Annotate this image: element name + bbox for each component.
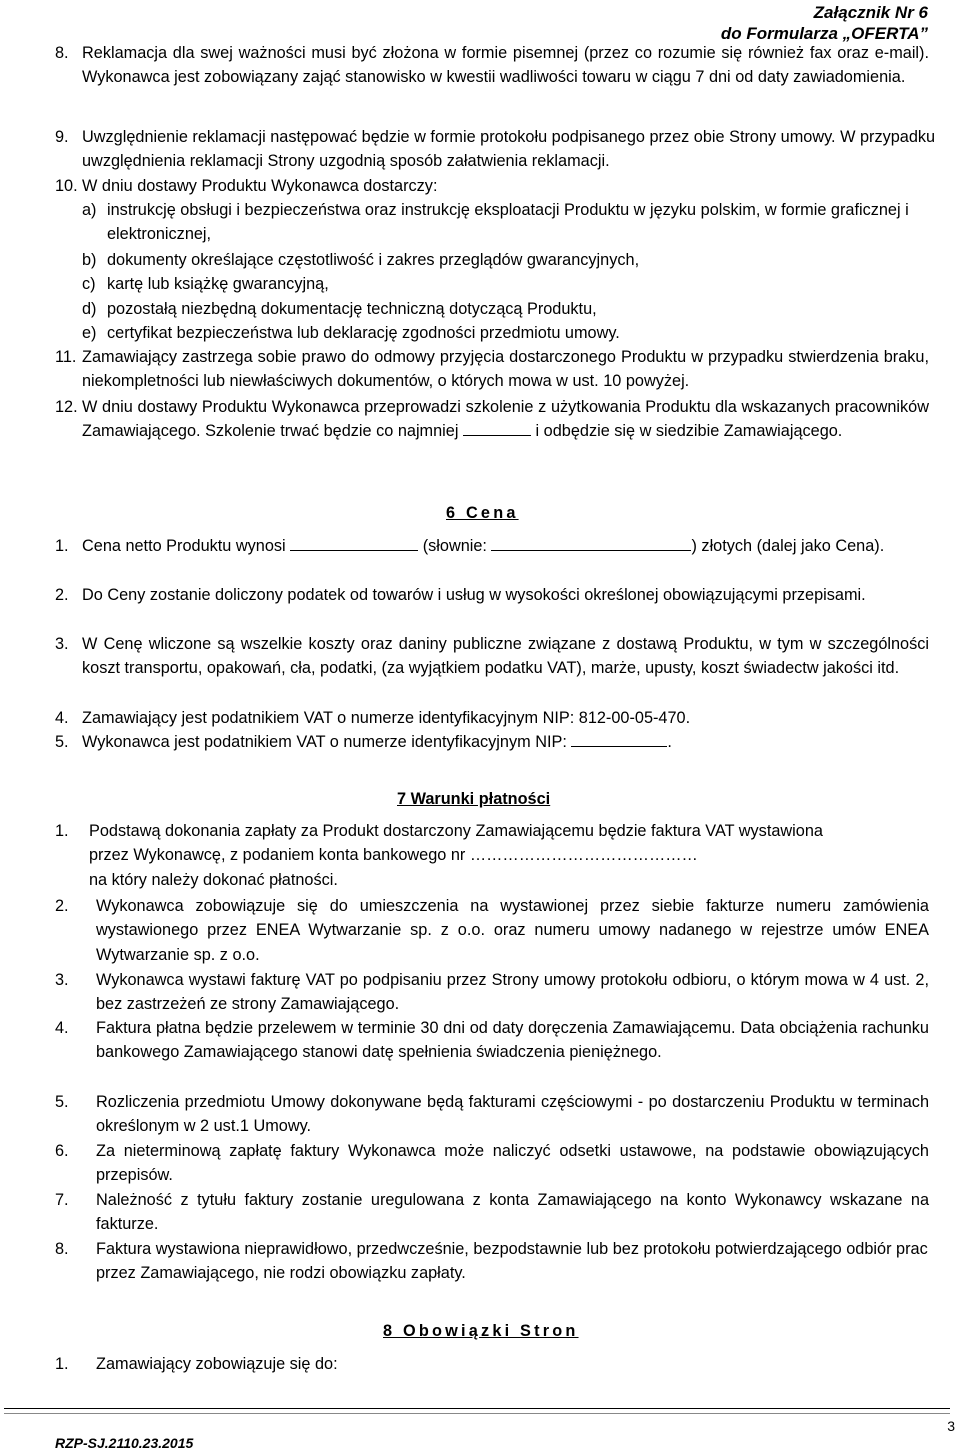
item-text: Należność z tytułu faktury zostanie uregulowana z konta Zamawiającego na konto Wykonawcy wskazane na fakturze.	[96, 1191, 929, 1234]
item-text-line: Podstawą dokonania zapłaty za Produkt dostarczony Zamawiającemu będzie faktura VAT wystawiona	[89, 822, 823, 840]
list-item	[55, 41, 929, 90]
sub-item-letter: d)	[82, 300, 97, 318]
list-item	[55, 125, 945, 174]
list-item	[55, 894, 929, 967]
list-item	[55, 730, 929, 754]
item-text-part: .	[667, 733, 672, 751]
sub-list-item	[82, 198, 932, 247]
page-number: 3	[947, 1418, 955, 1434]
list-item	[55, 583, 929, 607]
item-number: 8.	[55, 44, 69, 62]
section-heading: 7 Warunki płatności	[397, 790, 551, 808]
sub-item-text: certyfikat bezpieczeństwa lub deklarację zgodności przedmiotu umowy.	[107, 324, 620, 342]
item-text	[82, 534, 929, 558]
item-number: 3.	[55, 971, 69, 989]
sub-item-letter: e)	[82, 324, 97, 342]
list-item	[55, 395, 929, 444]
item-text-part: Cena netto Produktu wynosi	[82, 537, 286, 555]
list-item	[55, 174, 929, 198]
sub-item-text: pozostałą niezbędną dokumentację techniczną dotyczącą Produktu,	[107, 300, 597, 318]
list-item	[55, 1188, 929, 1237]
list-item	[55, 1090, 929, 1139]
item-number: 1.	[55, 1355, 69, 1373]
sub-item-letter: a)	[82, 201, 97, 219]
list-item	[55, 1139, 929, 1188]
item-text: W dniu dostawy Produktu Wykonawca dostarczy:	[82, 177, 438, 195]
list-item	[55, 534, 929, 558]
list-item	[55, 632, 929, 681]
item-text: Reklamacja dla swej ważności musi być złożona w formie pisemnej (przez co rozumie się również fax oraz e-mail). Wykonawca jest zobowiązany zająć stanowisko w kwestii wadliwości towaru w ciągu 7 dni od daty zawiadomienia.	[82, 44, 929, 87]
item-text: Faktura wystawiona nieprawidłowo, przedwcześnie, bezpodstawnie lub bez protokołu potwierdzającego odbiór prac przez Zamawiającego, nie rodzi obowiązku zapłaty.	[96, 1240, 928, 1283]
sub-list-item	[82, 248, 932, 272]
sub-list-item	[82, 272, 932, 296]
list-item	[55, 1016, 929, 1065]
item-text-part: Wykonawca jest podatnikiem VAT o numerze identyfikacyjnym NIP:	[82, 733, 567, 751]
item-number: 2.	[55, 586, 69, 604]
item-number: 6.	[55, 1142, 69, 1160]
item-text	[82, 395, 929, 444]
item-number: 3.	[55, 635, 69, 653]
item-number: 5.	[55, 1093, 69, 1111]
blank-field	[290, 534, 418, 551]
list-item	[55, 345, 929, 394]
item-number: 2.	[55, 897, 69, 915]
item-number: 10.	[55, 177, 78, 195]
item-text-line: na który należy dokonać płatności.	[89, 870, 338, 889]
item-number: 5.	[55, 733, 69, 751]
list-item	[55, 819, 929, 892]
sub-list-item	[82, 297, 932, 321]
section-heading: 6 Cena	[446, 504, 519, 522]
item-text-part: ) złotych (dalej jako Cena).	[691, 537, 885, 555]
item-number: 4.	[55, 1019, 69, 1037]
footer-divider	[4, 1408, 950, 1409]
item-text-part: (słownie:	[422, 537, 487, 555]
item-text: Uwzględnienie reklamacji następować będzie w formie protokołu podpisanego przez obie Strony umowy. W przypadku uwzględnienia reklamacji Strony uzgodnią sposób załatwienia reklamacji.	[82, 128, 936, 171]
item-text: Rozliczenia przedmiotu Umowy dokonywane będą fakturami częściowymi - po dostarczeniu Produktu w terminach określonym w 2 ust.1 Umowy.	[96, 1093, 929, 1136]
item-text-part: W dniu dostawy Produktu Wykonawca przeprowadzi szkolenie z użytkowania Produktu dla wskazanych pracowników Zamawiającego. Szkolenie trwać będzie co najmniej	[82, 398, 929, 441]
item-number: 4.	[55, 709, 69, 727]
item-text: Zamawiający zobowiązuje się do:	[96, 1355, 338, 1373]
sub-item-letter: c)	[82, 275, 96, 293]
item-number: 11.	[55, 348, 77, 366]
blank-field	[463, 419, 531, 436]
attachment-subtitle: do Formularza „OFERTA”	[720, 24, 928, 43]
list-item	[55, 1352, 929, 1376]
item-text: Wykonawca wystawi fakturę VAT po podpisaniu przez Strony umowy protokołu odbioru, o którym mowa w 4 ust. 2, bez zastrzeżeń ze strony Zamawiającego.	[96, 971, 929, 1014]
item-number: 8.	[55, 1240, 69, 1258]
item-text: Wykonawca zobowiązuje się do umieszczenia na wystawionej przez siebie fakturze numeru zamówienia wystawionego przez ENEA Wytwarzanie sp. z o.o. oraz numeru umowy nadanego w rejestrze umów ENEA Wytwarzanie sp. z o.o.	[96, 897, 929, 964]
item-number: 9.	[55, 128, 69, 146]
list-item	[55, 968, 929, 1017]
item-text: Do Ceny zostanie doliczony podatek od towarów i usług w wysokości określonej obowiązującymi przepisami.	[82, 586, 866, 604]
item-text: Zamawiający zastrzega sobie prawo do odmowy przyjęcia dostarczonego Produktu w przypadku stwierdzenia braku, niekompletności lub niewłaściwych dokumentów, o których mowa w ust. 10 powyżej.	[82, 348, 929, 391]
item-text	[82, 730, 929, 754]
item-text: Zamawiający jest podatnikiem VAT o numerze identyfikacyjnym NIP: 812-00-05-470.	[82, 709, 691, 727]
blank-field	[571, 730, 667, 747]
attachment-title: Załącznik Nr 6	[813, 3, 928, 22]
footer-divider	[4, 1413, 950, 1414]
item-text: W Cenę wliczone są wszelkie koszty oraz daniny publiczne związane z dostawą Produktu, w tym w szczególności koszt transportu, opakowań, cła, podatki, (za wyjątkiem podatku VAT), marże, upusty, koszt świadectw jakości itd.	[82, 635, 929, 678]
item-text-part: i odbędzie się w siedzibie Zamawiającego.	[535, 422, 843, 441]
sub-list-item	[82, 321, 932, 345]
section-heading: 8 Obowiązki Stron	[383, 1322, 579, 1340]
item-number: 1.	[55, 537, 69, 555]
item-number: 7.	[55, 1191, 69, 1209]
item-text: Faktura płatna będzie przelewem w terminie 30 dni od daty doręczenia Zamawiającemu. Data obciążenia rachunku bankowego Zamawiającego stanowi datę spełnienia świadczenia pieniężnego.	[96, 1019, 929, 1062]
item-text: Za nieterminową zapłatę faktury Wykonawca może naliczyć odsetki ustawowe, na podstawie obowiązujących przepisów.	[96, 1142, 929, 1185]
item-text-line: przez Wykonawcę, z podaniem konta bankowego nr ……………………………………	[89, 846, 698, 865]
item-number: 1.	[55, 822, 69, 840]
sub-item-text: instrukcję obsługi i bezpieczeństwa oraz instrukcję eksploatacji Produktu w języku polskim, w formie graficznej i elektronicznej,	[107, 201, 909, 244]
item-text	[89, 819, 929, 892]
attachment-header	[528, 2, 928, 44]
list-item	[55, 1237, 929, 1286]
sub-item-letter: b)	[82, 251, 97, 269]
item-number: 12.	[55, 398, 78, 416]
sub-item-text: kartę lub książkę gwarancyjną,	[107, 275, 329, 293]
list-item	[55, 706, 929, 730]
blank-field	[491, 534, 691, 551]
document-id: RZP-SJ.2110.23.2015	[55, 1435, 194, 1451]
sub-item-text: dokumenty określające częstotliwość i zakres przeglądów gwarancyjnych,	[107, 251, 640, 269]
